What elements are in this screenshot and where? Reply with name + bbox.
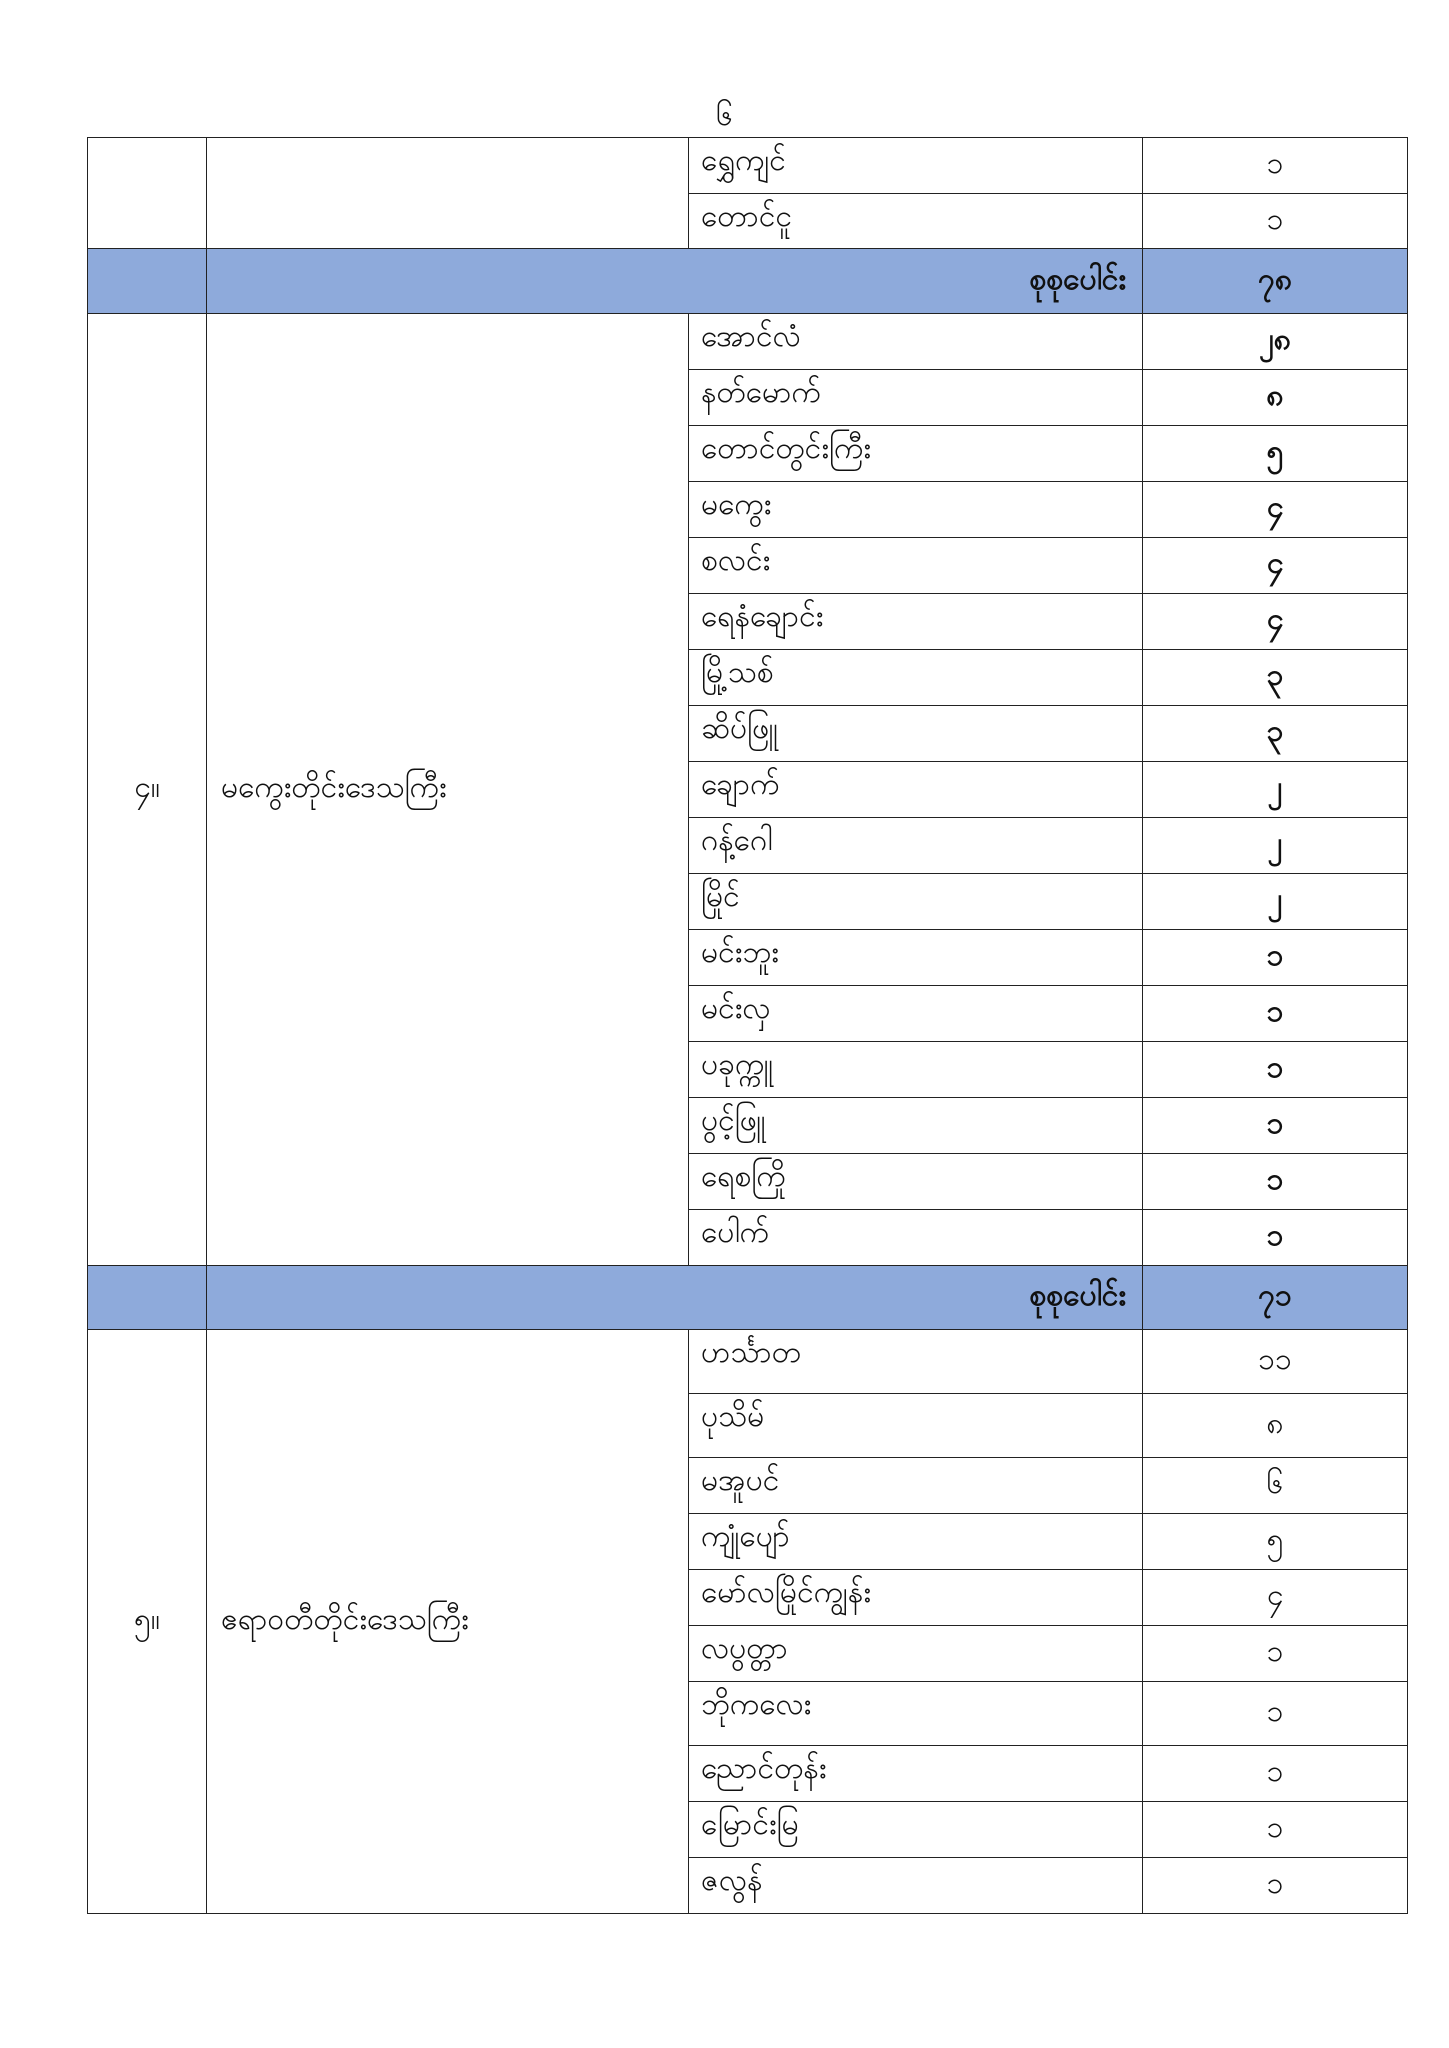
- table-row: [88, 138, 1408, 194]
- township-cell: ပခုက္ကူ: [689, 1042, 1143, 1098]
- count-cell: ၂၈: [1143, 314, 1408, 370]
- page-number: ၆: [716, 98, 733, 133]
- region-cell: [207, 138, 689, 249]
- table-row: [88, 1330, 1408, 1394]
- township-cell: မြို့သစ်: [689, 650, 1143, 706]
- table-row: [88, 314, 1408, 370]
- count-cell: ၁: [1143, 1154, 1408, 1210]
- total-label: စုစုပေါင်း: [207, 249, 1143, 314]
- count-cell: ၅: [1143, 1514, 1408, 1570]
- count-cell: ၁: [1143, 194, 1408, 249]
- count-cell: ၁: [1143, 986, 1408, 1042]
- township-cell: ဆိပ်ဖြူ: [689, 706, 1143, 762]
- total-value: ၇၁: [1143, 1266, 1408, 1330]
- township-cell: ဘိုကလေး: [689, 1682, 1143, 1746]
- township-cell: ပုသိမ်: [689, 1394, 1143, 1458]
- count-cell: ၂: [1143, 874, 1408, 930]
- township-cell: စလင်း: [689, 538, 1143, 594]
- count-cell: ၂: [1143, 818, 1408, 874]
- count-cell: ၁: [1143, 1098, 1408, 1154]
- township-cell: ညောင်တုန်း: [689, 1746, 1143, 1802]
- region-name: မကွေးတိုင်းဒေသကြီး: [207, 314, 689, 1266]
- township-cell: မြိုင်: [689, 874, 1143, 930]
- count-cell: ၁: [1143, 1682, 1408, 1746]
- count-cell: ၁: [1143, 1858, 1408, 1914]
- count-cell: ၁၁: [1143, 1330, 1408, 1394]
- count-cell: ၄: [1143, 594, 1408, 650]
- township-cell: တောင်တွင်းကြီး: [689, 426, 1143, 482]
- total-row: [88, 1266, 1408, 1330]
- count-cell: ၅: [1143, 426, 1408, 482]
- township-cell: ရေနံချောင်း: [689, 594, 1143, 650]
- township-cell: မအူပင်: [689, 1458, 1143, 1514]
- townships-table: [87, 137, 1408, 1914]
- total-blank-cell: [88, 1266, 207, 1330]
- count-cell: ၁: [1143, 1802, 1408, 1858]
- count-cell: ၈: [1143, 370, 1408, 426]
- count-cell: ၄: [1143, 1570, 1408, 1626]
- township-cell: ဂန့်ဂေါ: [689, 818, 1143, 874]
- region-number: ၄။: [88, 314, 207, 1266]
- count-cell: ၁: [1143, 1210, 1408, 1266]
- count-cell: ၁: [1143, 1626, 1408, 1682]
- count-cell: ၆: [1143, 1458, 1408, 1514]
- count-cell: ၄: [1143, 538, 1408, 594]
- count-cell: ၄: [1143, 482, 1408, 538]
- count-cell: ၁: [1143, 930, 1408, 986]
- count-cell: ၁: [1143, 138, 1408, 194]
- township-cell: မင်းလှ: [689, 986, 1143, 1042]
- count-cell: ၃: [1143, 706, 1408, 762]
- total-value: ၇၈: [1143, 249, 1408, 314]
- count-cell: ၁: [1143, 1042, 1408, 1098]
- township-cell: ပွင့်ဖြူ: [689, 1098, 1143, 1154]
- count-cell: ၁: [1143, 1746, 1408, 1802]
- count-cell: ၃: [1143, 650, 1408, 706]
- count-cell: ၈: [1143, 1394, 1408, 1458]
- township-cell: ဇလွန်: [689, 1858, 1143, 1914]
- region-number: ၅။: [88, 1330, 207, 1914]
- total-row: [88, 249, 1408, 314]
- township-cell: ကျုံပျော်: [689, 1514, 1143, 1570]
- township-cell: မကွေး: [689, 482, 1143, 538]
- township-cell: လပွတ္တာ: [689, 1626, 1143, 1682]
- count-cell: ၂: [1143, 762, 1408, 818]
- no-cell: [88, 138, 207, 249]
- region-name: ဧရာဝတီတိုင်းဒေသကြီး: [207, 1330, 689, 1914]
- township-cell: မင်းဘူး: [689, 930, 1143, 986]
- township-cell: ရေစကြို: [689, 1154, 1143, 1210]
- township-cell: အောင်လံ: [689, 314, 1143, 370]
- township-cell: ရွှေကျင်: [689, 138, 1143, 194]
- township-cell: ပေါက်: [689, 1210, 1143, 1266]
- total-label: စုစုပေါင်း: [207, 1266, 1143, 1330]
- township-cell: ချောက်: [689, 762, 1143, 818]
- township-cell: တောင်ငူ: [689, 194, 1143, 249]
- total-blank-cell: [88, 249, 207, 314]
- township-cell: မော်လမြိုင်ကျွန်း: [689, 1570, 1143, 1626]
- township-cell: မြောင်းမြ: [689, 1802, 1143, 1858]
- township-cell: ဟင်္သာတ: [689, 1330, 1143, 1394]
- township-cell: နတ်မောက်: [689, 370, 1143, 426]
